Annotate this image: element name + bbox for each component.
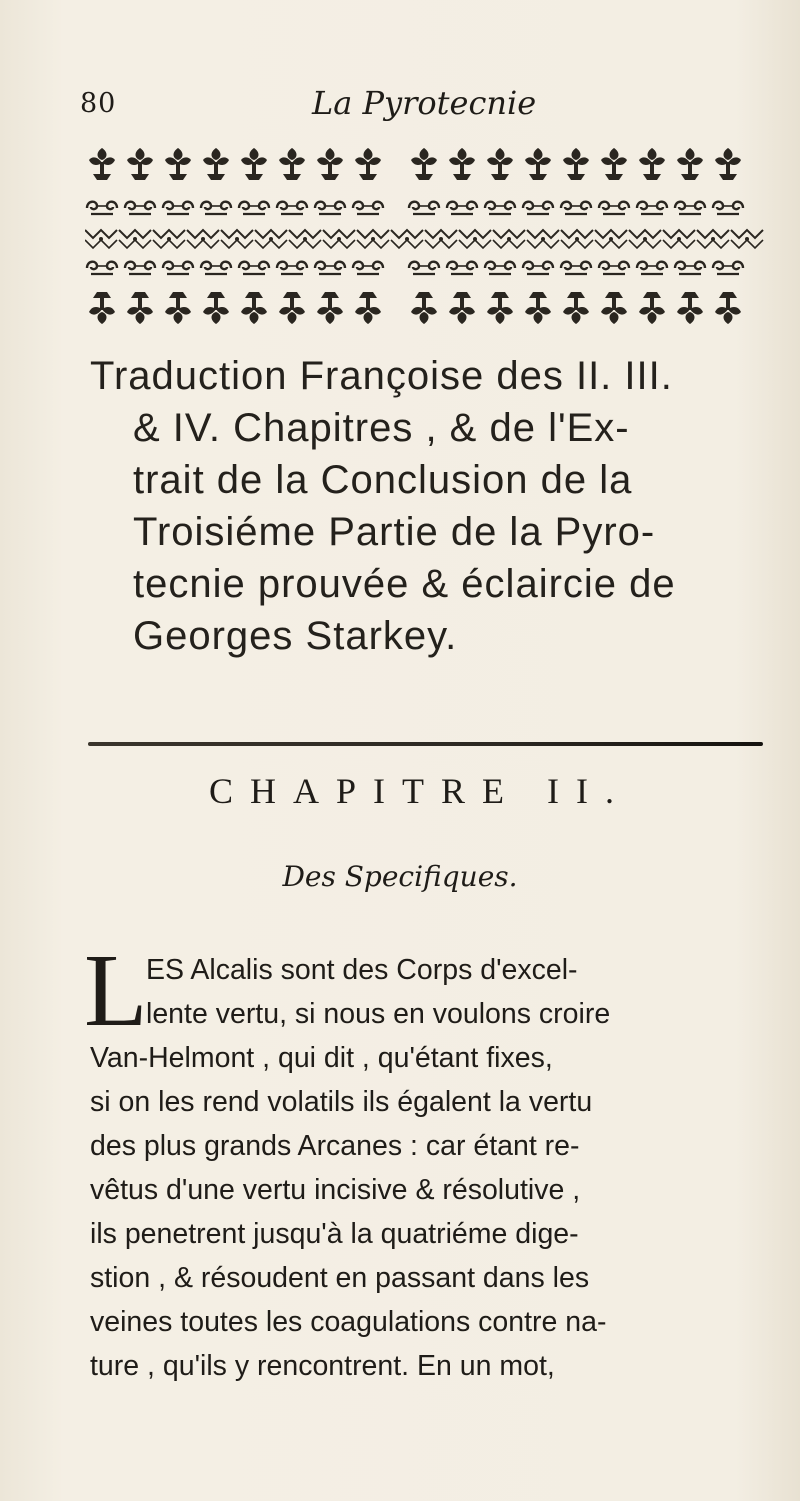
heading-line: Traduction Françoise des II. III. [90,354,673,398]
body-line: ils penetrent jusqu'à la quatriéme dige- [90,1218,579,1250]
heading-line: tecnie prouvée & éclaircie de [133,562,676,606]
heading-line: Troisiéme Partie de la Pyro- [133,510,656,554]
running-title: La Pyrotecnie [312,84,537,122]
body-line: veines toutes les coagulations contre na- [90,1306,607,1338]
body-line: ture , qu'ils y rencontrent. En un mot, [90,1350,555,1382]
body-line: vêtus d'une vertu incisive & résolutive , [90,1174,581,1206]
section-heading [90,350,760,662]
horizontal-rule [88,742,763,746]
body-paragraph [84,933,770,1388]
body-line: ES Alcalis sont des Corps d'excel- [146,954,578,986]
body-line: stion , & résoudent en passant dans les [90,1262,590,1294]
drop-cap: L [84,933,148,1048]
body-line: Van-Helmont , qui dit , qu'étant fixes, [90,1042,553,1074]
body-line: lente vertu, si nous en voulons croire [146,998,611,1030]
page-number: 80 [80,88,117,119]
chapter-subtitle: Des Specifiques. [282,860,518,893]
ornament-svg [85,140,765,330]
heading-line: Georges Starkey. [133,614,458,658]
chapter-title: CHAPITRE II. [209,771,631,811]
heading-line: trait de la Conclusion de la [133,458,633,502]
printers-fleuron-band-icon [85,140,765,330]
heading-line: & IV. Chapitres , & de l'Ex- [133,406,630,450]
body-line: si on les rend volatils ils égalent la vertu [90,1086,593,1118]
page-header [80,84,760,128]
body-line: des plus grands Arcanes : car étant re- [90,1130,580,1162]
